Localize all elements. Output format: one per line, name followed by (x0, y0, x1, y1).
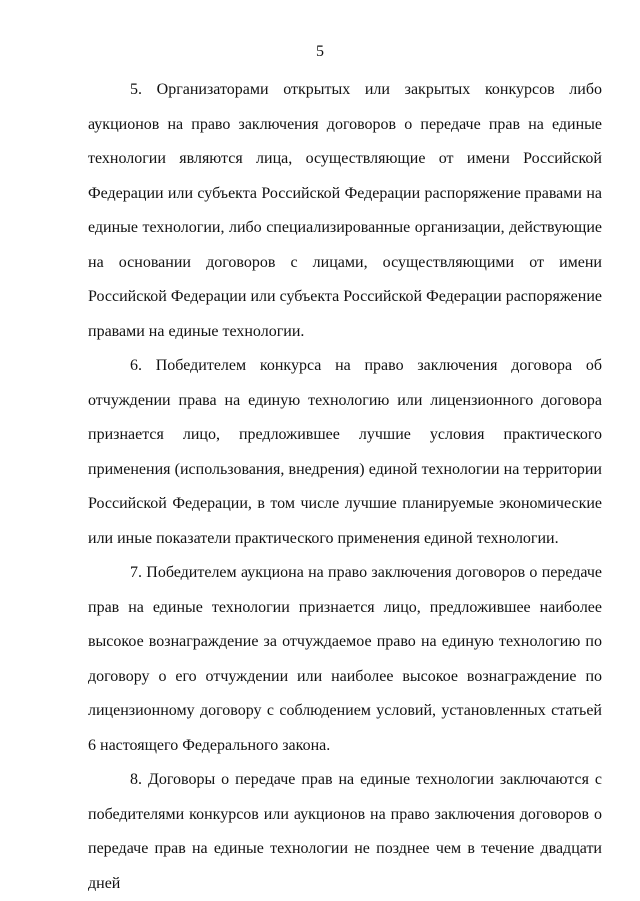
page-number: 5 (316, 43, 324, 60)
document-body (88, 73, 602, 901)
paragraph-7: 7. Победителем аукциона на право заключения договоров о передаче прав на единые технологии признается лицо, предложившее наиболее высокое вознаграждение за отчуждаемое право на единую технологию по договору о его отчуждении или наиболее высокое вознаграждение по лицензионному договору с соблюдением условий, установленных статьей 6 настоящего Федерального закона. (88, 564, 602, 754)
paragraph-6: 6. Победителем конкурса на право заключения договора об отчуждении права на единую технологию или лицензионного договора признается лицо, предложившее лучшие условия практического применения (использования, внедрения) единой технологии на территории Российской Федерации, в том числе лучшие планируемые экономические или иные показатели практического применения единой технологии. (88, 357, 602, 547)
paragraph-8: 8. Договоры о передаче прав на единые технологии заключаются с победителями конкурсов или аукционов на право заключения договоров о передаче прав на единые технологии не позднее чем в течение двадцати дней (88, 771, 602, 892)
paragraph-5: 5. Организаторами открытых или закрытых конкурсов либо аукционов на право заключения договоров о передаче прав на единые технологии являются лица, осуществляющие от имени Российской Федерации или субъекта Российской Федерации распоряжение правами на единые технологии, либо специализированные организации, действующие на основании договоров с лицами, осуществляющими от имени Российской Федерации или субъекта Российской Федерации распоряжение правами на единые технологии. (88, 81, 602, 340)
